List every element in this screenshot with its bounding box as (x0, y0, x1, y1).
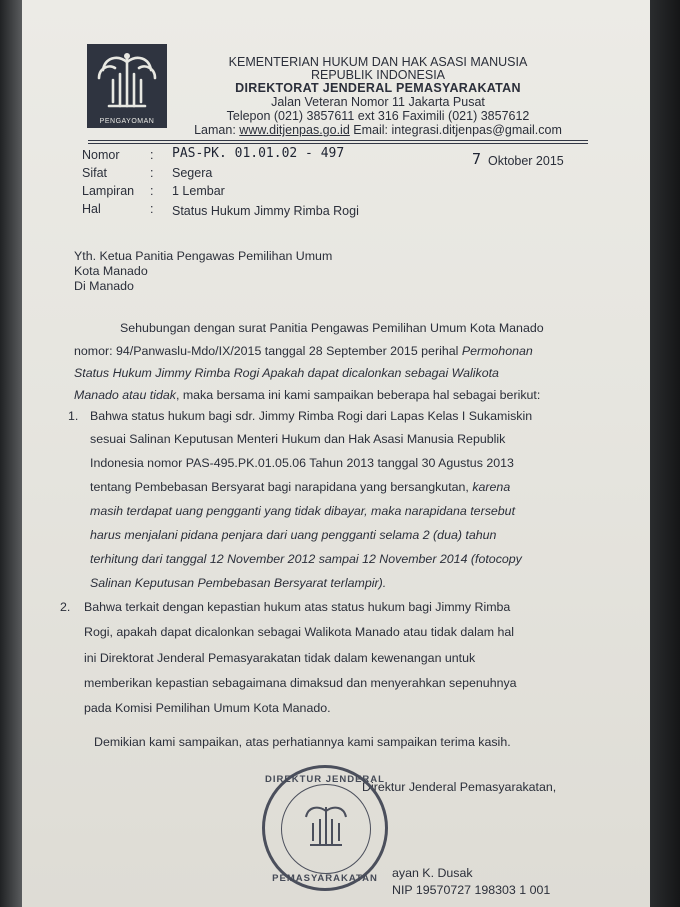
item1-line-4 (90, 480, 510, 495)
stamp-top-text: DIREKTUR JENDERAL (265, 774, 385, 785)
laman-label: Laman: (194, 123, 236, 137)
stamp-emblem-icon (282, 785, 370, 873)
closing-sentence: Demikian kami sampaikan, atas perhatiannya kami sampaikan terima kasih. (94, 735, 511, 749)
logo-caption: PENGAYOMAN (99, 118, 155, 125)
pengayoman-logo (87, 44, 167, 128)
item1-line-6: harus menjalani pidana penjara dari uang pengganti selama 2 (dua) tahun (90, 528, 497, 542)
item1-text: tentang Pembebasan Bersyarat bagi narapidana yang bersangkutan, (90, 480, 469, 494)
tree-emblem-icon (87, 44, 167, 116)
lampiran-colon: : (150, 184, 154, 198)
para1-italic: Permohonan (461, 344, 533, 358)
signatory-nip: NIP 19570727 198303 1 001 (392, 883, 551, 897)
sifat-colon: : (150, 166, 154, 180)
date-month-year: Oktober 2015 (488, 154, 564, 168)
item1-line-8: Salinan Keputusan Pembebasan Bersyarat terlampir). (90, 576, 387, 590)
official-stamp (262, 765, 388, 891)
item1-line-2: sesuai Salinan Keputusan Menteri Hukum dan Hak Asasi Manusia Republik (90, 432, 506, 446)
lampiran-value: 1 Lembar (172, 184, 225, 198)
stamp-bottom-text: PEMASYARAKATAN (272, 873, 378, 884)
para1-line-1: Sehubungan dengan surat Panitia Pengawas Pemilihan Umum Kota Manado (120, 321, 544, 335)
item1-line-1: Bahwa status hukum bagi sdr. Jimmy Rimba Rogi dari Lapas Kelas I Sukamiskin (90, 409, 533, 423)
item1-italic: karena (472, 480, 511, 494)
email-text: Email: integrasi.ditjenpas@gmail.com (353, 123, 562, 137)
address-line-3: Di Manado (74, 279, 134, 293)
item2-line-1: Bahwa terkait dengan kepastian hukum atas status hukum bagi Jimmy Rimba (84, 600, 511, 614)
item1-line-3: Indonesia nomor PAS-495.PK.01.05.06 Tahun 2013 tanggal 30 Agustus 2013 (90, 456, 514, 470)
sifat-value: Segera (172, 166, 213, 180)
letterhead-rule (88, 140, 588, 141)
para1-text-2: , maka bersama ini kami sampaikan beberapa hal sebagai berikut: (175, 388, 541, 402)
item2-line-5: pada Komisi Pemilihan Umum Kota Manado. (84, 701, 331, 715)
item2-number: 2. (60, 600, 71, 614)
hal-colon: : (150, 202, 154, 216)
para1-italic-2: Manado atau tidak (74, 388, 176, 402)
photo-edge-right (650, 0, 680, 907)
para1-text: nomor: 94/Panwaslu-Mdo/IX/2015 tanggal 28 September 2015 perihal (74, 344, 459, 358)
item2-line-4: memberikan kepastian sebagaimana dimaksud dan menyerahkan sepenuhnya (84, 676, 517, 690)
date-day: 7 (472, 150, 482, 168)
para1-line-2 (74, 344, 533, 359)
nomor-label: Nomor (82, 148, 120, 162)
photo-edge-left (0, 0, 22, 907)
signatory-title: Direktur Jenderal Pemasyarakatan, (362, 780, 557, 794)
kop-phone: Telepon (021) 3857611 ext 316 Faximili (021) 3857612 (226, 109, 530, 123)
item2-line-3: ini Direktorat Jenderal Pemasyarakatan tidak dalam kewenangan untuk (84, 651, 476, 665)
kop-address: Jalan Veteran Nomor 11 Jakarta Pusat (271, 95, 485, 109)
hal-value: Status Hukum Jimmy Rimba Rogi (172, 204, 359, 218)
item1-number: 1. (68, 409, 79, 423)
para1-line-3: Status Hukum Jimmy Rimba Rogi Apakah dapat dicalonkan sebagai Walikota (74, 366, 499, 380)
kop-contact (178, 123, 578, 137)
item2-line-2: Rogi, apakah dapat dicalonkan sebagai Walikota Manado atau tidak dalam hal (84, 625, 515, 639)
address-line-2: Kota Manado (74, 264, 148, 278)
kop-ministry: KEMENTERIAN HUKUM DAN HAK ASASI MANUSIA (228, 55, 528, 69)
para1-line-4 (74, 388, 540, 403)
kop-directorate: DIREKTORAT JENDERAL PEMASYARAKATAN (235, 81, 521, 95)
lampiran-label: Lampiran (82, 184, 135, 198)
stamp-inner-ring (281, 784, 371, 874)
item1-line-7: terhitung dari tanggal 12 November 2012 sampai 12 November 2014 (fotocopy (90, 552, 522, 566)
address-line-1: Yth. Ketua Panitia Pengawas Pemilihan Umum (74, 249, 333, 263)
letterhead-rule-thin (88, 143, 588, 144)
item1-line-5: masih terdapat uang pengganti yang tidak dibayar, maka narapidana tersebut (90, 504, 516, 518)
kop-republic: REPUBLIK INDONESIA (310, 68, 446, 82)
nomor-colon: : (150, 148, 154, 162)
website-link[interactable]: www.ditjenpas.go.id (239, 123, 350, 137)
nomor-value: PAS-PK. 01.01.02 - 497 (172, 146, 345, 161)
signatory-name: ayan K. Dusak (392, 866, 473, 880)
hal-label: Hal (82, 202, 101, 216)
sifat-label: Sifat (82, 166, 108, 180)
